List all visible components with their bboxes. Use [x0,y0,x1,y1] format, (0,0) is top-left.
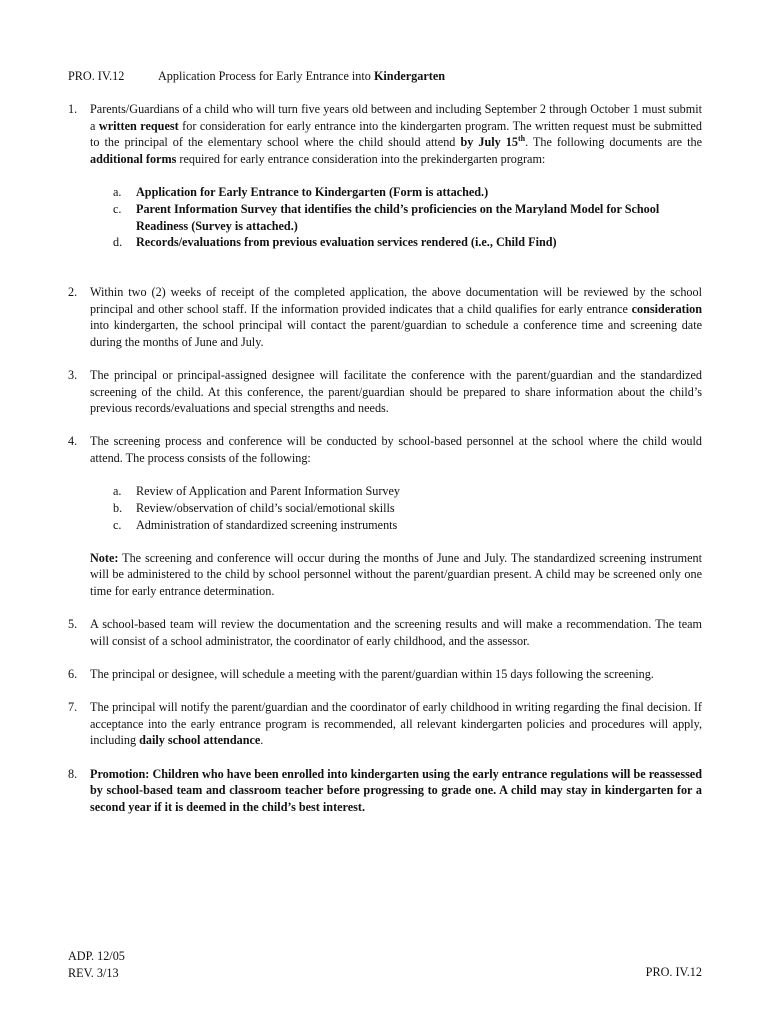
item-number: 8. [68,766,78,781]
item-text: Parents/Guardians of a child who will turn five years old between and including September 2 through October 1 must submit a written request for consideration for early entrance into the kindergarten program. The written request must be submitted to the principal of the elementary school where the child should attend by July 15th. The following documents are the additional forms required for early entrance consideration into the prekindergarten program: [90,102,702,166]
sub-item: d. Records/evaluations from previous evaluation services rendered (i.e., Child Find) [113,235,557,250]
list-item [68,367,702,417]
procedure-code: PRO. IV.12 [68,69,125,83]
revision-date: REV. 3/13 [68,965,119,980]
item-number: 2. [68,284,78,299]
list-item [68,433,702,599]
item-text: The principal or principal-assigned designee will facilitate the conference with the parent/guardian and the standardized screening of the child. At this conference, the parent/guardian should be prepared to share information about the child’s previous records/evaluations and special strengths and needs. [90,367,702,416]
sub-item: c. Parent Information Survey that identifies the child’s proficiencies on the Maryland Model for School Readiness (Survey is attached.) [113,201,660,233]
item-number: 1. [68,102,78,116]
item-text: A school-based team will review the documentation and the screening results and will make a recommendation. The team will consist of a school administrator, the coordinator of early childhood, and the assessor. [90,617,702,648]
list-item [68,101,702,267]
item-text: Within two (2) weeks of receipt of the completed application, the above documentation will be reviewed by the school principal and other school staff. If the information provided indicates that a child qualifies for early entrance consideration into kindergarten, the school principal will contact the parent/guardian to schedule a conference time and screening date during the months of June and July. [90,284,702,349]
item-number: 4. [68,434,78,449]
list-item [68,284,702,350]
item-text: Promotion: Children who have been enrolled into kindergarten using the early entrance regulations will be reassessed by school-based team and classroom teacher before progressing to grade one. A child may stay in kindergarten for a second year if it is deemed in the child’s best interest. [90,766,702,814]
sub-item: b. Review/observation of child’s social/emotional skills [113,501,395,516]
item-number: 7. [68,700,78,715]
item-number: 3. [68,367,78,382]
sub-item: c. Administration of standardized screening instruments [113,517,398,532]
title-text: Application Process for Early Entrance into [158,69,374,83]
footer-code: PRO. IV.12 [645,965,702,979]
adoption-date: ADP. 12/05 [68,949,125,963]
item-text: The screening process and conference will be conducted by school-based personnel at the school where the child would attend. The process consists of the following: [90,434,702,465]
sub-item: a. Application for Early Entrance to Kindergarten (Form is attached.) [113,185,489,200]
document-title [68,68,445,85]
item-number: 5. [68,617,78,632]
note-text: Note: The screening and conference will occur during the months of June and July. The standardized screening instrument will be administered to the child by school personnel without the parent/guardian present. A child may be screened only one time for early entrance determination. [90,550,702,599]
title-bold: Kindergarten [373,69,446,83]
list-item [68,766,702,816]
item-number: 6. [68,667,78,681]
list-item [68,616,702,649]
list-item [68,666,702,683]
form-list [113,184,702,250]
footer-dates [68,948,125,981]
process-list [113,483,702,533]
list-item [68,699,702,749]
item-text: The principal will notify the parent/guardian and the coordinator of early childhood in writing regarding the final decision. If acceptance into the early entrance program is recommended, all relevant kindergarten policies and procedures will apply, including daily school attendance. [90,700,702,748]
procedure-list [68,101,702,832]
sub-item: a. Review of Application and Parent Information Survey [113,484,401,499]
item-text: The principal or designee, will schedule a meeting with the parent/guardian within 15 days following the screening. [90,667,654,681]
